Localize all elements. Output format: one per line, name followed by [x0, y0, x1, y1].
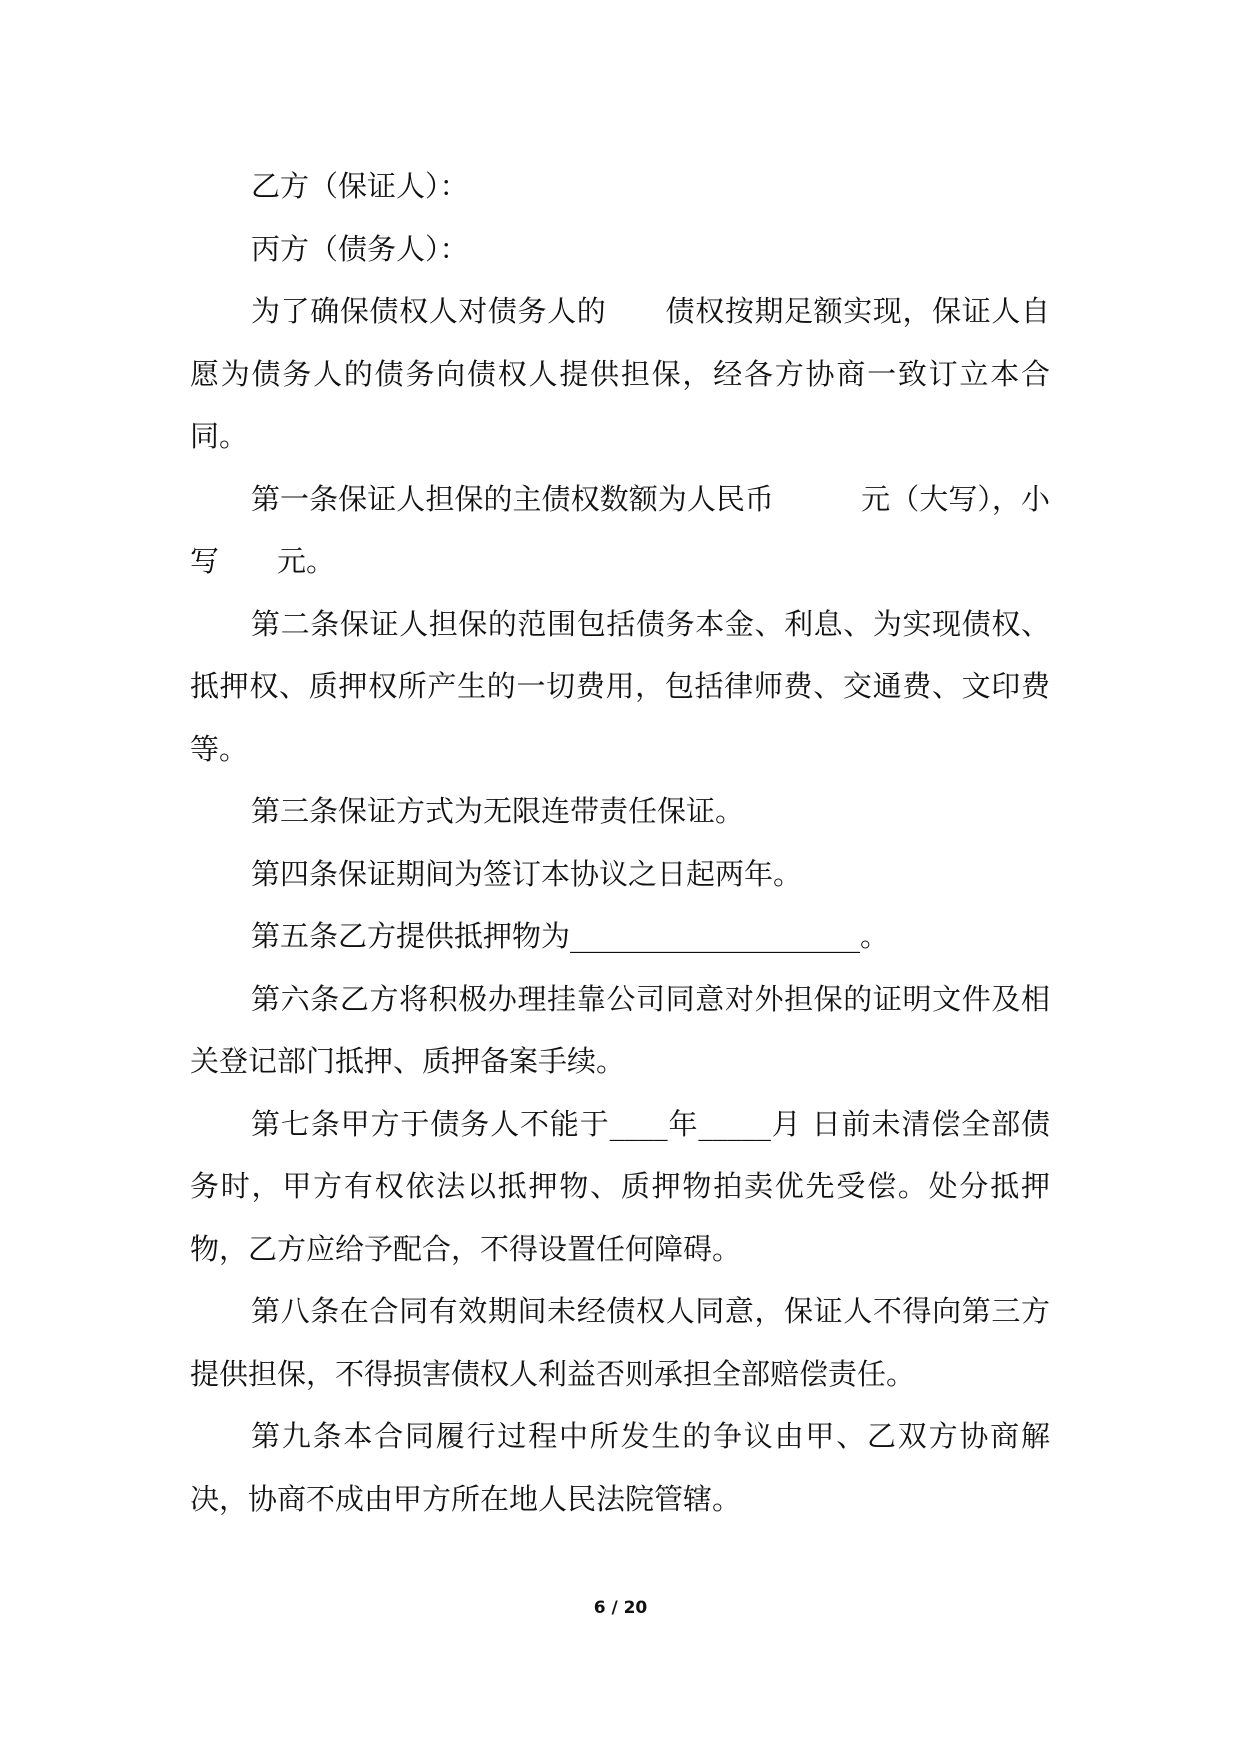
article-8-paragraph: 第八条在合同有效期间未经债权人同意，保证人不得向第三方提供担保，不得损害债权人利益否则承担全部赔偿责任。 [190, 1294, 1050, 1391]
article-3-paragraph: 第三条保证方式为无限连带责任保证。 [251, 794, 745, 828]
article-7-paragraph: 第七条甲方于债务人不能于____年_____月 日前未清偿全部债务时，甲方有权依法以抵押物、质押物拍卖优先受偿。处分抵押物，乙方应给予配合，不得设置任何障碍。 [190, 1106, 1050, 1266]
preamble-paragraph: 为了确保债权人对债务人的 债权按期足额实现，保证人自愿为债务人的债务向债权人提供担保，经各方协商一致订立本合同。 [190, 294, 1050, 453]
article-1-paragraph: 第一条保证人担保的主债权数额为人民币 元（大写），小写 元。 [190, 481, 1050, 578]
document-body [190, 155, 1050, 1530]
article-6-paragraph: 第六条乙方将积极办理挂靠公司同意对外担保的证明文件及相关登记部门抵押、质押备案手续。 [190, 981, 1050, 1078]
article-4-paragraph: 第四条保证期间为签订本协议之日起两年。 [251, 856, 803, 891]
page-number: 6 / 20 [593, 1598, 648, 1618]
article-5-paragraph: 第五条乙方提供抵押物为____________________。 [251, 919, 890, 953]
party-c-debtor-line: 丙方（债务人）： [251, 231, 469, 266]
article-2-paragraph: 第二条保证人担保的范围包括债务本金、利息、为实现债权、抵押权、质押权所产生的一切费用，包括律师费、交通费、文印费等。 [190, 606, 1050, 766]
article-9-paragraph: 第九条本合同履行过程中所发生的争议由甲、乙双方协商解决，协商不成由甲方所在地人民法院管辖。 [190, 1419, 1050, 1516]
party-b-guarantor-line: 乙方（保证人）： [251, 169, 469, 203]
